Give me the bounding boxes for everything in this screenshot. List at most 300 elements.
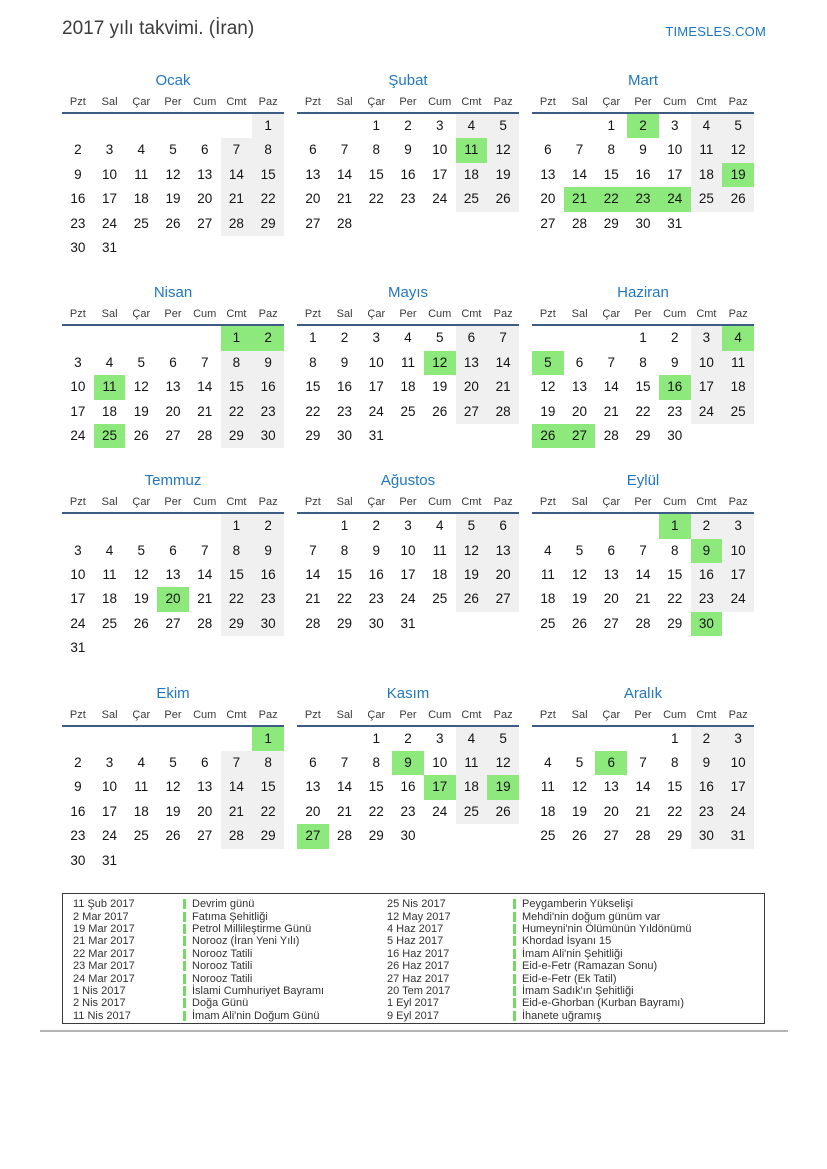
day-cell: 13 bbox=[456, 351, 488, 375]
day-cell: 3 bbox=[722, 514, 754, 538]
day-cell: 13 bbox=[165, 379, 181, 395]
month-mayis bbox=[297, 282, 519, 448]
day-cell: 8 bbox=[252, 751, 284, 775]
legend-label: Khordad İsyanı 15 bbox=[522, 935, 612, 948]
legend-date: 16 Haz 2017 bbox=[387, 947, 450, 960]
holiday-day-cell: 22 bbox=[595, 187, 627, 211]
day-cell: 10 bbox=[432, 142, 448, 158]
month-eylul bbox=[532, 470, 754, 636]
months-grid bbox=[62, 70, 767, 873]
day-cell: 10 bbox=[368, 354, 384, 370]
day-cell: 23 bbox=[400, 191, 416, 207]
day-cell: 30 bbox=[337, 427, 353, 443]
week-row bbox=[297, 824, 519, 848]
day-cell: 10 bbox=[691, 351, 723, 375]
day-cell: 16 bbox=[400, 779, 416, 795]
day-cell: 20 bbox=[197, 191, 213, 207]
day-cell: 18 bbox=[456, 163, 488, 187]
day-cell: 4 bbox=[544, 542, 552, 558]
day-cell: 4 bbox=[456, 727, 488, 751]
weekday-label: Pzt bbox=[69, 496, 86, 509]
legend-item bbox=[385, 935, 764, 947]
day-cell: 19 bbox=[133, 403, 149, 419]
empty-cell bbox=[189, 636, 221, 660]
day-cell: 20 bbox=[572, 403, 588, 419]
legend-label: İhanete uğramış bbox=[522, 1009, 602, 1022]
day-cell: 19 bbox=[456, 563, 488, 587]
day-cell: 16 bbox=[400, 166, 416, 182]
day-cell: 22 bbox=[252, 800, 284, 824]
legend-date: 5 Haz 2017 bbox=[387, 935, 444, 948]
week-row bbox=[62, 587, 284, 611]
day-cell: 16 bbox=[691, 563, 723, 587]
day-cell: 29 bbox=[221, 612, 253, 636]
day-cell: 5 bbox=[456, 514, 488, 538]
day-cell: 11 bbox=[456, 751, 488, 775]
legend-label: Eid-e-Fetr (Ek Tatil) bbox=[522, 972, 617, 985]
day-cell: 19 bbox=[572, 591, 588, 607]
day-cell: 31 bbox=[70, 640, 86, 656]
empty-cell bbox=[221, 236, 253, 260]
day-cell: 18 bbox=[102, 591, 118, 607]
holiday-day-cell: 24 bbox=[659, 187, 691, 211]
holiday-marker-icon bbox=[183, 924, 186, 934]
weekday-label: Sal bbox=[336, 308, 353, 321]
day-cell: 6 bbox=[487, 514, 519, 538]
holiday-day-cell: 26 bbox=[532, 424, 564, 448]
month-mart bbox=[532, 70, 754, 236]
weekday-label: Cmt bbox=[226, 708, 247, 721]
day-cell: 13 bbox=[197, 779, 213, 795]
empty-cell bbox=[722, 612, 754, 636]
month-subat bbox=[297, 70, 519, 236]
day-cell: 28 bbox=[572, 215, 588, 231]
legend-item bbox=[63, 948, 385, 960]
empty-cell bbox=[189, 114, 221, 138]
day-cell: 12 bbox=[456, 539, 488, 563]
day-cell: 7 bbox=[200, 542, 209, 558]
weekday-label: Pzt bbox=[304, 496, 321, 509]
week-row bbox=[532, 351, 754, 375]
week-row bbox=[297, 326, 519, 350]
legend-label: Doğa Günü bbox=[192, 997, 249, 1010]
day-cell: 14 bbox=[221, 775, 253, 799]
day-cell: 20 bbox=[197, 803, 213, 819]
day-cell: 31 bbox=[722, 824, 754, 848]
holiday-marker-icon bbox=[183, 961, 186, 971]
week-row bbox=[62, 114, 284, 138]
holiday-day-cell: 1 bbox=[252, 727, 284, 751]
day-cell: 14 bbox=[337, 779, 353, 795]
day-cell: 22 bbox=[337, 591, 353, 607]
week-row bbox=[532, 400, 754, 424]
day-cell: 27 bbox=[487, 587, 519, 611]
day-cell: 7 bbox=[221, 138, 253, 162]
week-row bbox=[532, 163, 754, 187]
week-row bbox=[62, 163, 284, 187]
day-cell: 19 bbox=[487, 163, 519, 187]
day-cell: 13 bbox=[603, 779, 619, 795]
weekday-label: Çar bbox=[132, 96, 151, 108]
legend-item bbox=[385, 923, 764, 935]
week-row bbox=[532, 727, 754, 751]
holiday-day-cell: 11 bbox=[456, 138, 488, 162]
empty-cell bbox=[627, 727, 659, 751]
week-row bbox=[532, 514, 754, 538]
weekday-label: Çar bbox=[132, 308, 151, 321]
empty-cell bbox=[125, 849, 157, 873]
day-cell: 8 bbox=[252, 138, 284, 162]
day-cell: 8 bbox=[372, 142, 381, 158]
empty-cell bbox=[221, 727, 253, 751]
day-cell: 24 bbox=[70, 615, 86, 631]
holiday-marker-icon bbox=[183, 986, 186, 996]
holiday-day-cell: 19 bbox=[722, 163, 754, 187]
holiday-marker-icon bbox=[513, 936, 516, 946]
day-cell: 29 bbox=[305, 427, 321, 443]
day-cell: 18 bbox=[133, 803, 149, 819]
weekday-label: Paz bbox=[493, 308, 513, 321]
empty-cell bbox=[532, 326, 564, 350]
week-row bbox=[62, 727, 284, 751]
day-cell: 23 bbox=[252, 400, 284, 424]
week-row bbox=[62, 563, 284, 587]
weekday-label: Per bbox=[399, 308, 417, 321]
weekday-label: Cum bbox=[193, 708, 217, 721]
day-cell: 1 bbox=[309, 330, 317, 346]
day-cell: 15 bbox=[252, 163, 284, 187]
holiday-day-cell: 30 bbox=[691, 612, 723, 636]
holiday-marker-icon bbox=[513, 912, 516, 922]
day-cell: 22 bbox=[368, 803, 384, 819]
day-cell: 28 bbox=[337, 215, 353, 231]
day-cell: 20 bbox=[603, 591, 619, 607]
day-cell: 22 bbox=[221, 587, 253, 611]
empty-cell bbox=[62, 727, 94, 751]
weekday-label: Sal bbox=[336, 708, 353, 721]
weekday-label: Cum bbox=[428, 708, 452, 721]
week-row bbox=[297, 727, 519, 751]
week-row bbox=[62, 351, 284, 375]
holiday-day-cell: 27 bbox=[297, 824, 329, 848]
week-row bbox=[297, 800, 519, 824]
weekday-label: Paz bbox=[493, 96, 513, 108]
week-row bbox=[297, 514, 519, 538]
day-cell: 22 bbox=[635, 403, 651, 419]
weekday-header-row bbox=[297, 92, 519, 114]
month-title: Temmuz bbox=[144, 472, 202, 490]
day-cell: 11 bbox=[540, 779, 555, 795]
day-cell: 10 bbox=[722, 751, 754, 775]
holiday-day-cell: 2 bbox=[627, 114, 659, 138]
day-cell: 6 bbox=[456, 326, 488, 350]
day-cell: 14 bbox=[221, 163, 253, 187]
empty-cell bbox=[329, 114, 361, 138]
day-cell: 9 bbox=[340, 354, 349, 370]
day-cell: 20 bbox=[487, 563, 519, 587]
day-cell: 14 bbox=[487, 351, 519, 375]
weekday-header-row bbox=[297, 705, 519, 727]
legend-label: Norooz Tatili bbox=[192, 972, 253, 985]
day-cell: 15 bbox=[667, 567, 683, 583]
day-cell: 11 bbox=[400, 354, 415, 370]
weekday-label: Per bbox=[399, 496, 417, 509]
empty-cell bbox=[94, 114, 126, 138]
day-cell: 11 bbox=[432, 542, 447, 558]
day-cell: 26 bbox=[572, 828, 588, 844]
day-cell: 25 bbox=[540, 615, 556, 631]
day-cell: 15 bbox=[337, 567, 353, 583]
day-cell: 15 bbox=[603, 166, 619, 182]
holiday-day-cell: 1 bbox=[221, 326, 253, 350]
empty-cell bbox=[94, 326, 126, 350]
day-cell: 16 bbox=[70, 191, 86, 207]
day-cell: 21 bbox=[635, 591, 651, 607]
day-cell: 8 bbox=[221, 351, 253, 375]
holiday-marker-icon bbox=[513, 974, 516, 984]
weekday-label: Cum bbox=[663, 496, 687, 509]
day-cell: 9 bbox=[74, 779, 82, 795]
day-cell: 9 bbox=[252, 351, 284, 375]
weekday-label: Per bbox=[634, 708, 652, 721]
weekday-label: Cum bbox=[193, 96, 217, 108]
day-cell: 5 bbox=[169, 142, 177, 158]
day-cell: 6 bbox=[575, 354, 584, 370]
day-cell: 1 bbox=[221, 514, 253, 538]
day-cell: 5 bbox=[575, 755, 584, 771]
empty-cell bbox=[487, 212, 519, 236]
empty-cell bbox=[329, 727, 361, 751]
weekday-label: Per bbox=[399, 96, 417, 108]
weekday-label: Pzt bbox=[304, 96, 321, 108]
empty-cell bbox=[487, 424, 519, 448]
empty-cell bbox=[456, 824, 488, 848]
week-row bbox=[532, 587, 754, 611]
day-cell: 28 bbox=[603, 427, 619, 443]
month-title: Ocak bbox=[155, 72, 191, 89]
holiday-marker-icon bbox=[183, 949, 186, 959]
day-cell: 6 bbox=[309, 142, 317, 158]
empty-cell bbox=[722, 424, 754, 448]
week-row bbox=[62, 514, 284, 538]
day-cell: 17 bbox=[667, 166, 683, 182]
weekday-label: Cmt bbox=[696, 96, 717, 108]
empty-cell bbox=[157, 114, 189, 138]
weekday-label: Sal bbox=[571, 496, 588, 509]
empty-cell bbox=[691, 424, 723, 448]
legend-label: İmam Ali'nin Doğum Günü bbox=[192, 1009, 320, 1022]
day-cell: 29 bbox=[252, 212, 284, 236]
weekday-label: Cmt bbox=[461, 496, 482, 509]
day-cell: 19 bbox=[572, 803, 588, 819]
weekday-label: Per bbox=[164, 496, 182, 509]
day-cell: 27 bbox=[165, 427, 181, 443]
empty-cell bbox=[297, 727, 329, 751]
week-row bbox=[532, 326, 754, 350]
day-cell: 19 bbox=[165, 191, 181, 207]
week-row bbox=[62, 539, 284, 563]
day-cell: 24 bbox=[70, 427, 86, 443]
day-cell: 8 bbox=[340, 542, 349, 558]
day-cell: 20 bbox=[305, 803, 321, 819]
weekday-label: Paz bbox=[493, 496, 513, 509]
weekday-label: Pzt bbox=[539, 96, 556, 108]
empty-cell bbox=[564, 514, 596, 538]
day-cell: 20 bbox=[456, 375, 488, 399]
week-row bbox=[532, 800, 754, 824]
day-cell: 28 bbox=[337, 828, 353, 844]
day-cell: 28 bbox=[305, 615, 321, 631]
day-cell: 21 bbox=[197, 591, 213, 607]
day-cell: 23 bbox=[368, 591, 384, 607]
day-cell: 29 bbox=[252, 824, 284, 848]
empty-cell bbox=[532, 727, 564, 751]
day-cell: 7 bbox=[487, 326, 519, 350]
legend-date: 21 Mar 2017 bbox=[73, 935, 135, 948]
day-cell: 3 bbox=[435, 118, 444, 133]
day-cell: 31 bbox=[102, 239, 118, 255]
empty-cell bbox=[62, 114, 94, 138]
week-row bbox=[62, 824, 284, 848]
day-cell: 6 bbox=[169, 542, 177, 558]
empty-cell bbox=[157, 636, 189, 660]
day-cell: 24 bbox=[691, 400, 723, 424]
holiday-marker-icon bbox=[513, 924, 516, 934]
weekday-label: Pzt bbox=[539, 708, 556, 721]
day-cell: 10 bbox=[432, 755, 448, 771]
week-row bbox=[62, 612, 284, 636]
empty-cell bbox=[487, 824, 519, 848]
day-cell: 8 bbox=[221, 539, 253, 563]
empty-cell bbox=[564, 114, 596, 138]
day-cell: 27 bbox=[197, 828, 213, 844]
day-cell: 3 bbox=[74, 354, 82, 370]
day-cell: 1 bbox=[372, 730, 381, 746]
day-cell: 21 bbox=[603, 403, 619, 419]
day-cell: 2 bbox=[74, 755, 82, 771]
empty-cell bbox=[221, 636, 253, 660]
day-cell: 26 bbox=[165, 215, 181, 231]
empty-cell bbox=[564, 727, 596, 751]
empty-cell bbox=[125, 636, 157, 660]
empty-cell bbox=[221, 114, 253, 138]
legend-item bbox=[63, 935, 385, 947]
day-cell: 24 bbox=[432, 803, 448, 819]
holiday-day-cell: 17 bbox=[424, 775, 456, 799]
day-cell: 12 bbox=[722, 138, 754, 162]
weekday-label: Pzt bbox=[69, 96, 86, 108]
day-cell: 3 bbox=[372, 330, 381, 346]
week-row bbox=[532, 563, 754, 587]
day-cell: 9 bbox=[372, 542, 381, 558]
day-cell: 24 bbox=[432, 191, 448, 207]
holiday-marker-icon bbox=[513, 961, 516, 971]
site-link[interactable]: TIMESLES.COM bbox=[665, 24, 766, 39]
day-cell: 7 bbox=[340, 755, 349, 771]
day-cell: 31 bbox=[667, 215, 683, 231]
day-cell: 3 bbox=[435, 730, 444, 746]
empty-cell bbox=[532, 514, 564, 538]
empty-cell bbox=[94, 636, 126, 660]
day-cell: 12 bbox=[133, 379, 149, 395]
month-title: Mart bbox=[628, 72, 658, 89]
day-cell: 20 bbox=[540, 191, 556, 207]
weekday-header-row bbox=[532, 705, 754, 727]
day-cell: 22 bbox=[221, 400, 253, 424]
empty-cell bbox=[125, 236, 157, 260]
day-cell: 22 bbox=[305, 403, 321, 419]
day-cell: 12 bbox=[540, 379, 556, 395]
legend-column-2 bbox=[385, 898, 764, 1022]
day-cell: 18 bbox=[133, 191, 149, 207]
empty-cell bbox=[424, 824, 456, 848]
empty-cell bbox=[252, 849, 284, 873]
day-cell: 22 bbox=[667, 591, 683, 607]
week-row bbox=[297, 114, 519, 138]
day-cell: 15 bbox=[368, 166, 384, 182]
day-cell: 28 bbox=[635, 615, 651, 631]
weekday-label: Cum bbox=[428, 308, 452, 321]
day-cell: 6 bbox=[607, 542, 616, 558]
day-cell: 4 bbox=[691, 114, 723, 138]
day-cell: 16 bbox=[252, 375, 284, 399]
week-row bbox=[532, 751, 754, 775]
month-title: Ağustos bbox=[380, 472, 436, 490]
day-cell: 30 bbox=[635, 215, 651, 231]
holiday-marker-icon bbox=[513, 986, 516, 996]
month-title: Aralık bbox=[623, 684, 663, 702]
holiday-marker-icon bbox=[183, 974, 186, 984]
day-cell: 27 bbox=[456, 400, 488, 424]
day-cell: 14 bbox=[635, 567, 651, 583]
day-cell: 29 bbox=[603, 215, 619, 231]
day-cell: 23 bbox=[691, 587, 723, 611]
weekday-label: Per bbox=[634, 496, 652, 509]
legend-label: İmam Sadık'ın Şehitliği bbox=[522, 984, 634, 997]
weekday-label: Cmt bbox=[226, 308, 247, 321]
day-cell: 7 bbox=[607, 354, 616, 370]
holiday-marker-icon bbox=[183, 936, 186, 946]
legend-label: İslami Cumhuriyet Bayramı bbox=[192, 984, 325, 997]
weekday-label: Cum bbox=[663, 308, 687, 321]
holiday-day-cell: 25 bbox=[94, 424, 126, 448]
weekday-label: Cmt bbox=[461, 96, 482, 108]
day-cell: 21 bbox=[305, 591, 321, 607]
holiday-day-cell: 21 bbox=[564, 187, 596, 211]
day-cell: 9 bbox=[670, 354, 679, 370]
day-cell: 25 bbox=[691, 187, 723, 211]
weekday-label: Cmt bbox=[461, 708, 482, 721]
legend-date: 2 Mar 2017 bbox=[73, 910, 129, 923]
weekday-label: Çar bbox=[367, 96, 386, 108]
week-row bbox=[297, 163, 519, 187]
week-row bbox=[62, 424, 284, 448]
holiday-marker-icon bbox=[183, 1011, 186, 1021]
day-cell: 11 bbox=[722, 351, 754, 375]
legend-label: İmam Ali'nin Şehitliği bbox=[522, 947, 623, 960]
day-cell: 25 bbox=[133, 215, 149, 231]
day-cell: 4 bbox=[435, 518, 444, 534]
day-cell: 8 bbox=[372, 755, 381, 771]
day-cell: 14 bbox=[337, 166, 353, 182]
day-cell: 5 bbox=[137, 542, 146, 558]
legend-date: 26 Haz 2017 bbox=[387, 960, 450, 973]
legend-date: 20 Tem 2017 bbox=[387, 984, 451, 997]
day-cell: 30 bbox=[368, 615, 384, 631]
empty-cell bbox=[94, 727, 126, 751]
empty-cell bbox=[297, 114, 329, 138]
empty-cell bbox=[62, 326, 94, 350]
